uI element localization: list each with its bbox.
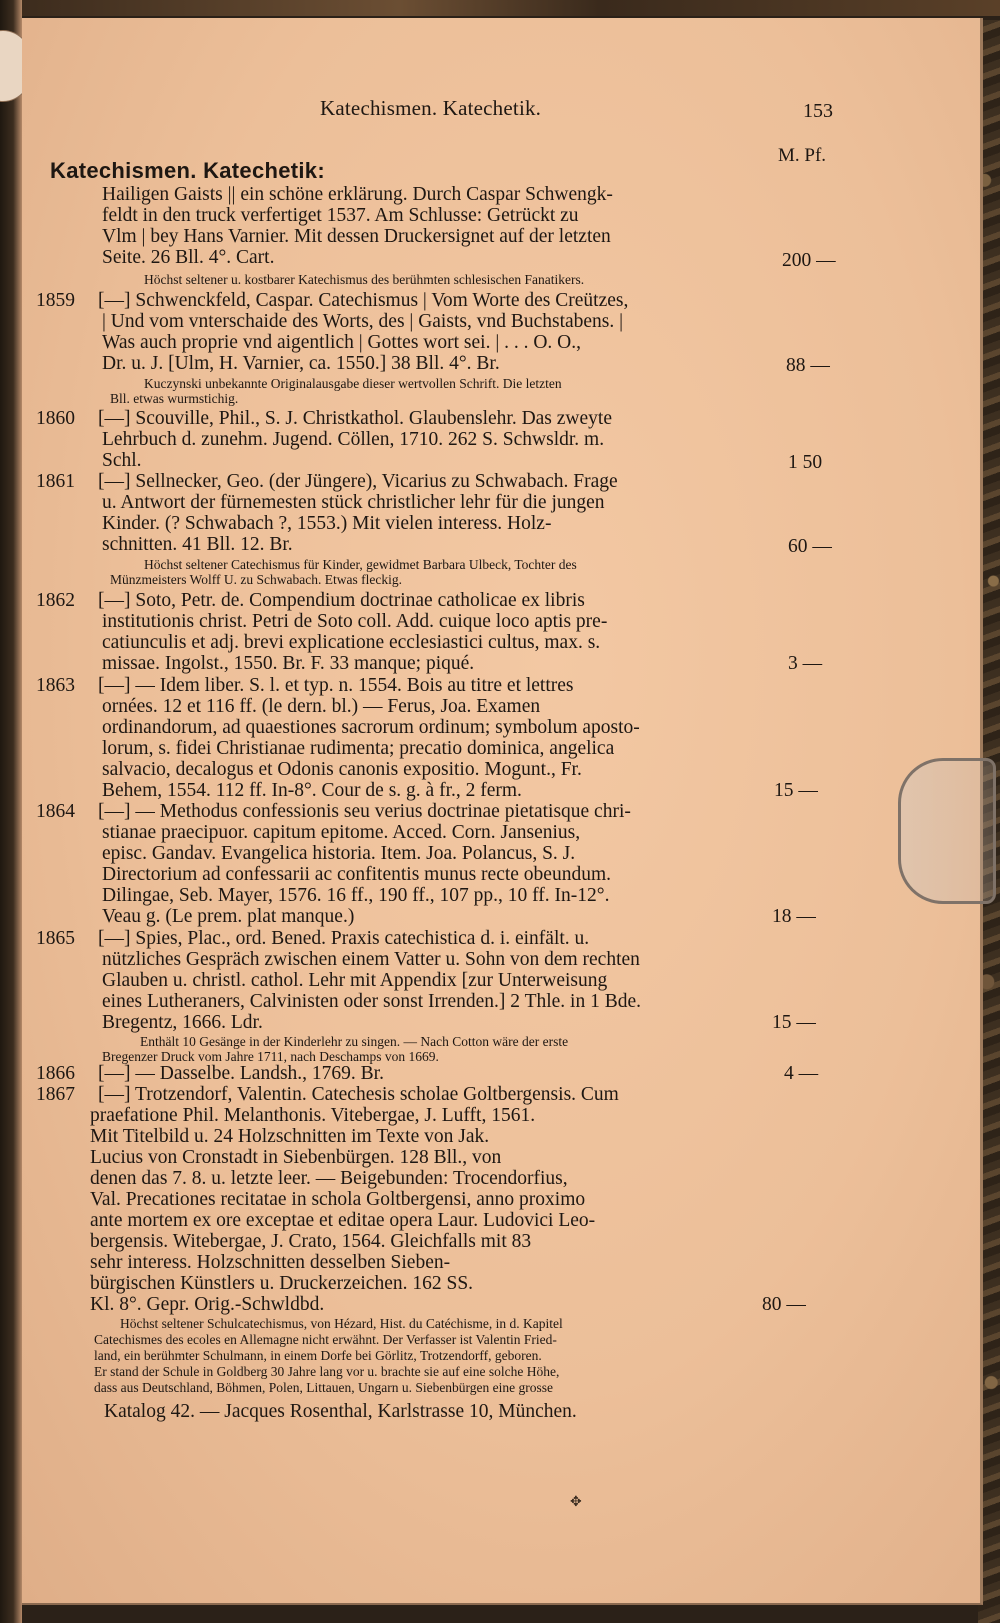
page-clip — [898, 758, 996, 904]
catalog-footer: Katalog 42. — Jacques Rosenthal, Karlstrasse 10, München. — [104, 1401, 577, 1422]
entry-note: dass aus Deutschland, Böhmen, Polen, Littauen, Ungarn u. Siebenbürgen eine grosse — [94, 1380, 554, 1395]
entry-line: Veau g. (Le prem. plat manque.) — [102, 906, 355, 927]
entry-line: nützliches Gespräch zwischen einem Vatter u. Sohn von dem rechten — [102, 949, 640, 970]
entry-note: Münzmeisters Wolff U. zu Schwabach. Etwas fleckig. — [110, 572, 402, 587]
entry-line: [—] — Dasselbe. Landsh., 1769. Br. — [98, 1063, 384, 1084]
entry-price: 15 — — [772, 1012, 816, 1033]
entry-line: Glauben u. christl. cathol. Lehr mit Appendix [zur Unterweisung — [102, 970, 608, 991]
entry-note: land, ein berühmter Schulmann, in einem Dorfe bei Görlitz, Trotzendorff, geboren. — [94, 1348, 542, 1363]
entry-number: 1865 — [36, 928, 75, 949]
entry-line: [—] Scouville, Phil., S. J. Christkathol. Glaubenslehr. Das zweyte — [98, 408, 612, 429]
entry-line: praefatione Phil. Melanthonis. Vitebergae, J. Lufft, 1561. — [90, 1105, 536, 1126]
entry-note: Bll. etwas wurmstichig. — [110, 391, 239, 406]
entry-number: 1866 — [36, 1063, 75, 1084]
entry-line: [—] Sellnecker, Geo. (der Jüngere), Vicarius zu Schwabach. Frage — [98, 471, 618, 492]
entry-line: [—] — Idem liber. S. l. et typ. n. 1554. Bois au titre et lettres — [98, 675, 574, 696]
book-top-edge — [0, 0, 1000, 16]
entry-line: Lucius von Cronstadt in Siebenbürgen. 128 Bll., von — [90, 1147, 502, 1168]
entry-note: Kuczynski unbekannte Originalausgabe dieser wertvollen Schrift. Die letzten — [144, 376, 562, 391]
entry-line: episc. Gandav. Evangelica historia. Item. Joa. Polancus, S. J. — [102, 843, 576, 864]
entry-price: 18 — — [772, 906, 816, 927]
entry-note: Catechismes des ecoles en Allemagne nicht erwähnt. Der Verfasser ist Valentin Fried- — [94, 1332, 557, 1347]
entry-note: Enthält 10 Gesänge in der Kinderlehr zu singen. — Nach Cotton wäre der erste — [140, 1034, 569, 1049]
entry-line: | Und vom vnterschaide des Worts, des | Gaists, vnd Buchstabens. | — [102, 311, 624, 332]
entry-price: 1 50 — [788, 452, 823, 473]
entry-number: 1861 — [36, 471, 75, 492]
entry-line: bürgischen Künstlers u. Druckerzeichen. 162 SS. — [90, 1273, 474, 1294]
entry-line: sehr interess. Holzschnitten desselben Sieben- — [90, 1252, 451, 1273]
entry-line: stianae praecipuor. capitum epitome. Acced. Corn. Jansenius, — [102, 822, 581, 843]
entry-line: Vlm | bey Hans Varnier. Mit dessen Druckersignet auf der letzten — [102, 226, 611, 247]
entry-line: denen das 7. 8. u. letzte leer. — Beigebunden: Trocendorfius, — [90, 1168, 568, 1189]
entry-line: Val. Precationes recitatae in schola Goltbergensi, anno proximo — [90, 1189, 586, 1210]
entry-line: [—] — Methodus confessionis seu verius doctrinae pietatisque chri- — [98, 801, 631, 822]
entry-line: [—] Trotzendorf, Valentin. Catechesis scholae Goltbergensis. Cum — [98, 1084, 619, 1105]
entry-note: Er stand der Schule in Goldberg 30 Jahre lang vor u. brachte sie auf eine solche Höhe, — [94, 1364, 560, 1379]
entry-number: 1864 — [36, 801, 75, 822]
entry-price: 4 — — [784, 1063, 819, 1084]
entry-price: 3 — — [788, 653, 823, 674]
entry-line: lorum, s. fidei Christianae rudimenta; precatio dominica, angelica — [102, 738, 615, 759]
entry-line: ante mortem ex ore exceptae et editae opera Laur. Ludovici Leo- — [90, 1210, 596, 1231]
entry-line: [—] Soto, Petr. de. Compendium doctrinae catholicae ex libris — [98, 590, 585, 611]
entry-line: bergensis. Witebergae, J. Crato, 1564. Gleichfalls mit 83 — [90, 1231, 532, 1252]
entry-price: 88 — — [786, 355, 830, 376]
entry-number: 1863 — [36, 675, 75, 696]
entry-line: feldt in den truck verfertiget 1537. Am Schlusse: Getrückt zu — [102, 205, 579, 226]
entry-line: u. Antwort der fürnemesten stück christlicher lehr für die jungen — [102, 492, 605, 513]
entry-line: catiunculis et adj. brevi explicatione ecclesiastici cultus, max. s. — [102, 632, 601, 653]
book-spine-shadow — [0, 0, 22, 1623]
entry-price: 80 — — [762, 1294, 806, 1315]
entry-number: 1859 — [36, 290, 75, 311]
entry-line: missae. Ingolst., 1550. Br. F. 33 manque; piqué. — [102, 653, 475, 674]
entry-line: ornées. 12 et 116 ff. (le dern. bl.) — Ferus, Joa. Examen — [102, 696, 541, 717]
entry-line: eines Lutheraners, Calvinisten oder sonst Irrenden.] 2 Thle. in 1 Bde. — [102, 991, 642, 1012]
entry-price: 200 — — [782, 250, 836, 271]
entry-line: [—] Schwenckfeld, Caspar. Catechismus | Vom Worte des Creützes, — [98, 290, 629, 311]
entry-line: institutionis christ. Petri de Soto coll. Add. cuique loco aptis pre- — [102, 611, 608, 632]
entry-line: Behem, 1554. 112 ff. In-8°. Cour de s. g. à fr., 2 ferm. — [102, 780, 522, 801]
entry-line: schnitten. 41 Bll. 12. Br. — [102, 534, 293, 555]
entry-line: Seite. 26 Bll. 4°. Cart. — [102, 247, 275, 268]
entry-note: Höchst seltener Catechismus für Kinder, gewidmet Barbara Ulbeck, Tochter des — [144, 557, 577, 572]
entry-line: Kl. 8°. Gepr. Orig.-Schwldbd. — [90, 1294, 325, 1315]
printer-ornament: ✥ — [570, 1495, 582, 1510]
entry-note: Höchst seltener Schulcatechismus, von Hézard, Hist. du Catéchisme, in d. Kapitel — [120, 1316, 563, 1331]
entry-line: Schl. — [102, 450, 142, 471]
entry-note: Bregenzer Druck vom Jahre 1711, nach Deschamps von 1669. — [102, 1049, 439, 1064]
entry-line: Was auch proprie vnd aigentlich | Gottes wort sei. | . . . O. O., — [102, 332, 582, 353]
entry-number: 1867 — [36, 1084, 75, 1105]
entry-note: Höchst seltener u. kostbarer Katechismus des berühmten schlesischen Fanatikers. — [144, 272, 585, 287]
entry-price: 60 — — [788, 536, 832, 557]
catalog-page — [22, 18, 983, 1605]
entry-line: Kinder. (? Schwabach ?, 1553.) Mit vielen interess. Holz- — [102, 513, 552, 534]
entry-number: 1862 — [36, 590, 75, 611]
entry-line: ordinandorum, ad quaestiones sacrorum ordinum; symbolum aposto- — [102, 717, 640, 738]
page-number: 153 — [803, 100, 833, 122]
entry-line: Hailigen Gaists || ein schöne erklärung. Durch Caspar Schwengk- — [102, 184, 613, 205]
running-head: Katechismen. Katechetik. — [320, 96, 542, 120]
entry-line: Directorium ad confessarii ac confitentis munus recte obeundum. — [102, 864, 611, 885]
section-title: Katechismen. Katechetik: — [50, 158, 325, 183]
entry-line: Bregentz, 1666. Ldr. — [102, 1012, 263, 1033]
entry-line: Mit Titelbild u. 24 Holzschnitten im Texte von Jak. — [90, 1126, 490, 1147]
entry-line: salvacio, decalogus et Odonis canonis expositio. Mogunt., Fr. — [102, 759, 582, 780]
entry-line: [—] Spies, Plac., ord. Bened. Praxis catechistica d. i. einfält. u. — [98, 928, 590, 949]
entry-number: 1860 — [36, 408, 75, 429]
entry-line: Dilingae, Seb. Mayer, 1576. 16 ff., 190 ff., 107 pp., 10 ff. In-12°. — [102, 885, 610, 906]
price-column-header: M. Pf. — [778, 145, 827, 166]
entry-line: Dr. u. J. [Ulm, H. Varnier, ca. 1550.] 38 Bll. 4°. Br. — [102, 353, 500, 374]
entry-price: 15 — — [774, 780, 818, 801]
entry-line: Lehrbuch d. zunehm. Jugend. Cöllen, 1710. 262 S. Schwsldr. m. — [102, 429, 605, 450]
